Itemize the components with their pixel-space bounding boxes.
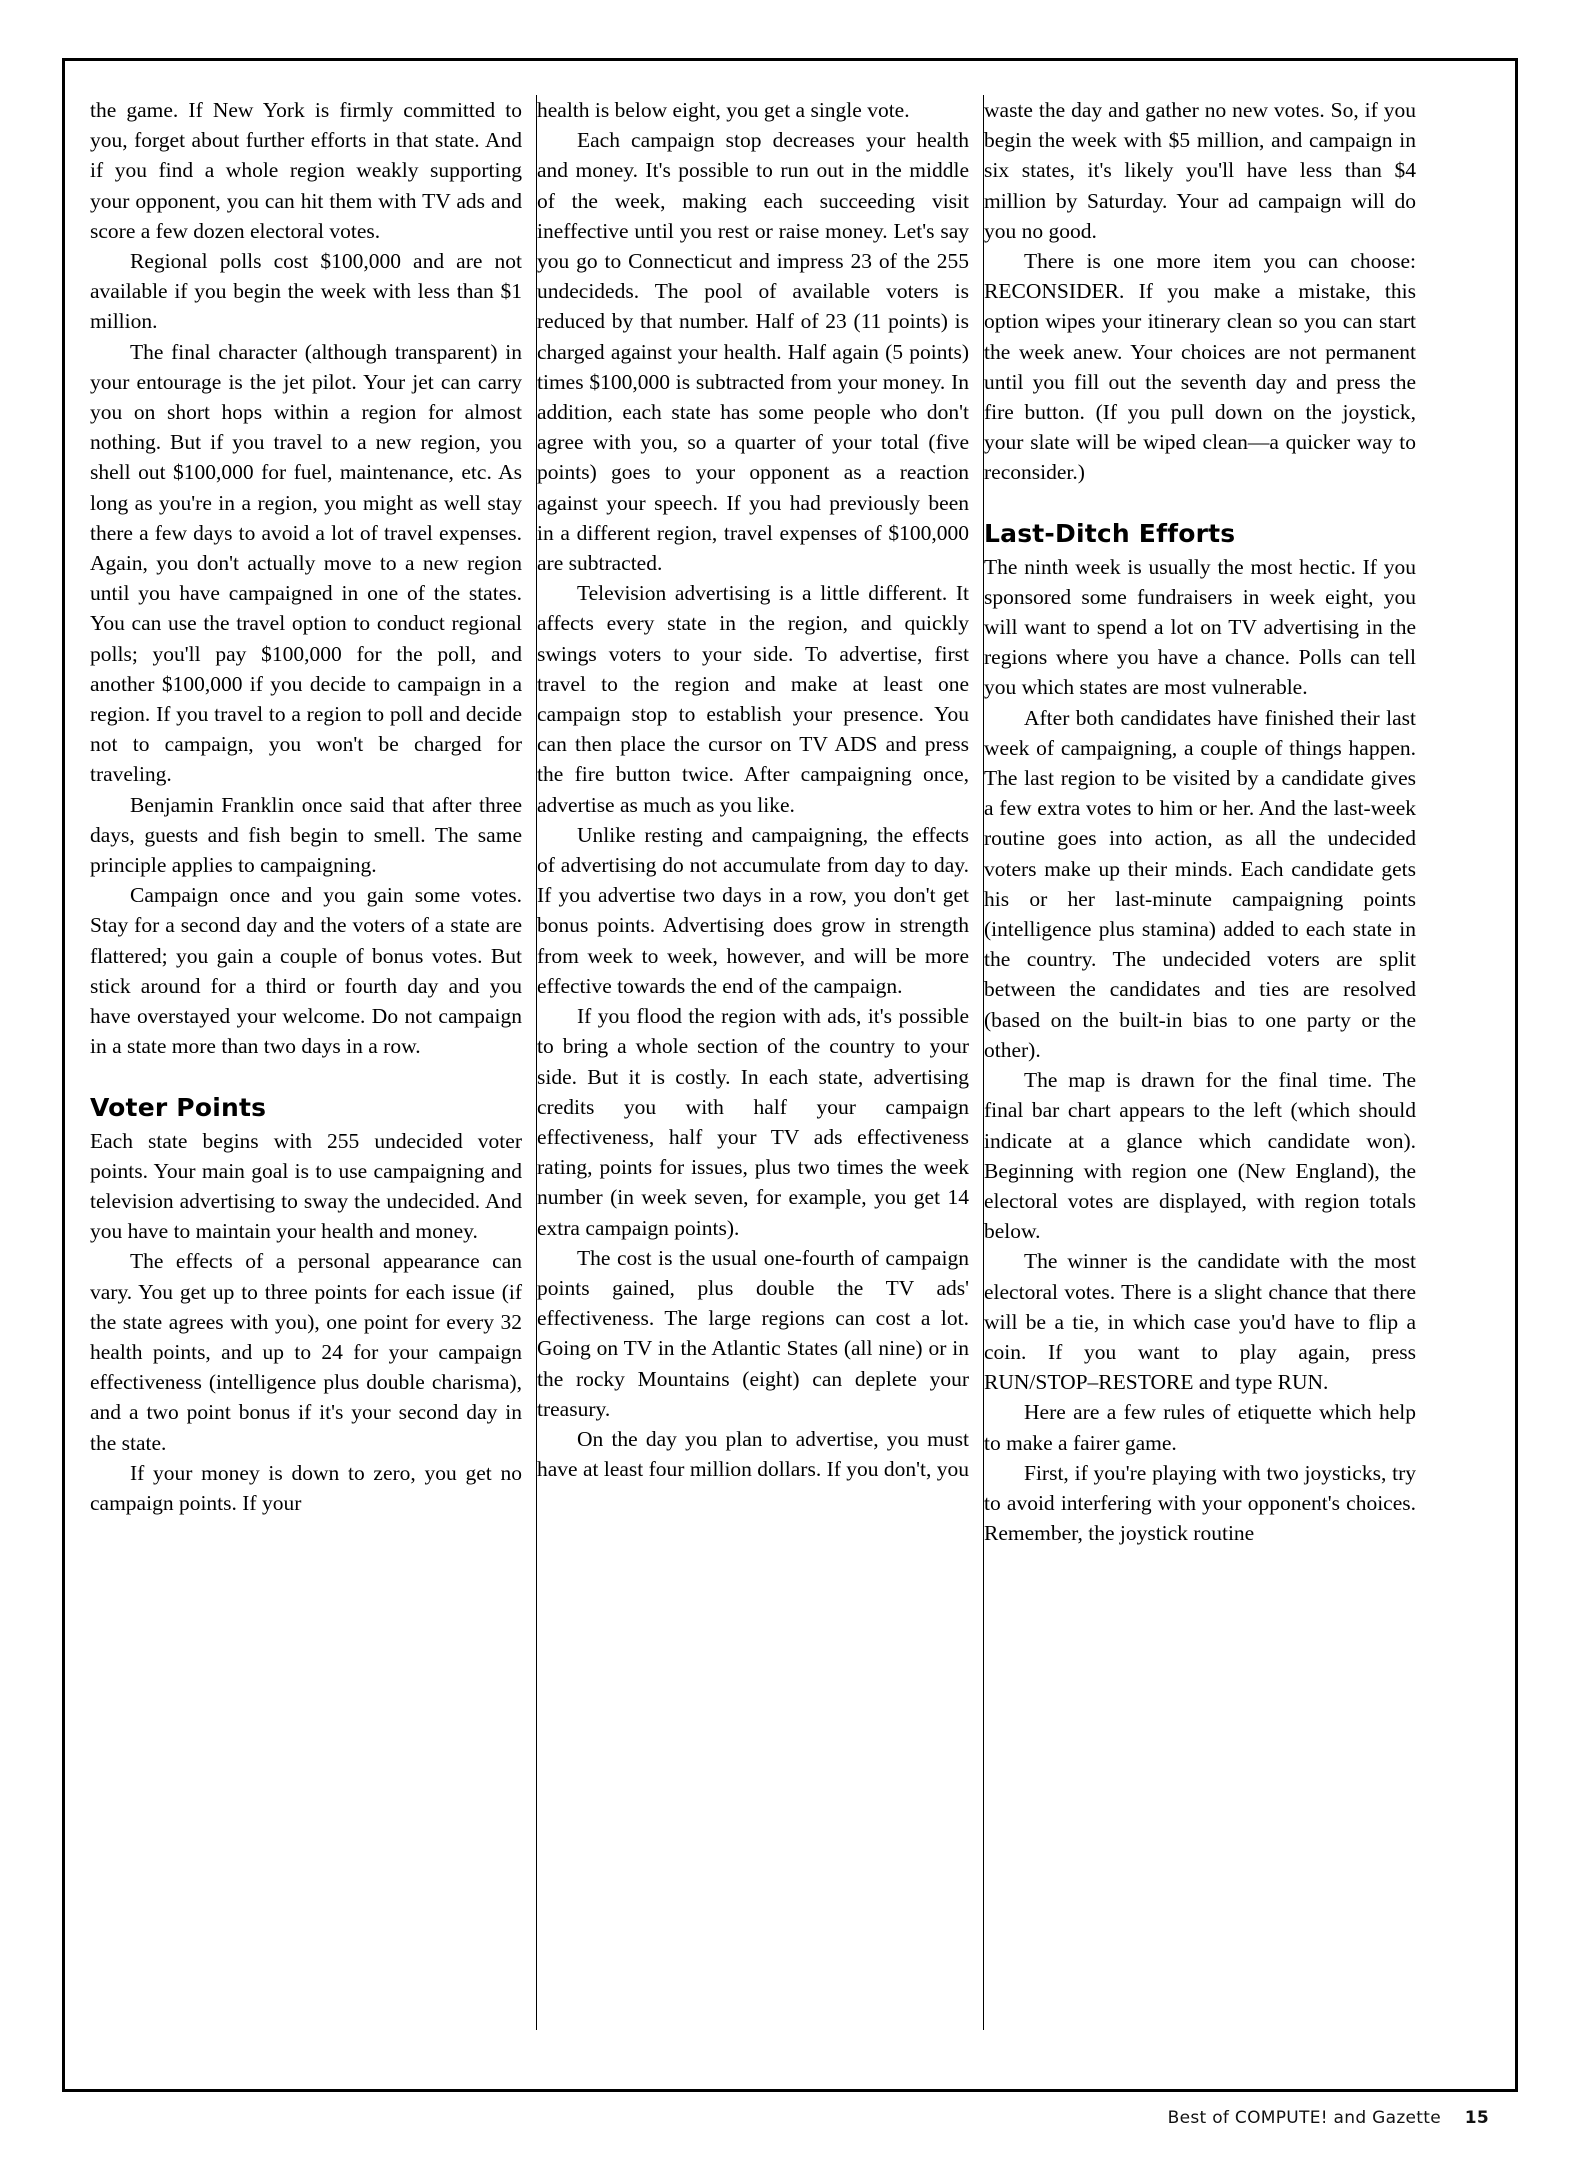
- body-paragraph: waste the day and gather no new votes. So, if you begin the week with $5 million, and campaign in six states, it's likely you'll have less than $4 million by Saturday. Your ad campaign will do you no good.: [984, 98, 1416, 243]
- body-paragraph: the game. If New York is firmly committed to you, forget about further efforts in that state. And if you find a whole region weakly supporting your opponent, you can hit them with TV ads and score a few dozen electoral votes.: [90, 98, 522, 243]
- text-column-2: [537, 95, 983, 2055]
- body-paragraph: If your money is down to zero, you get no campaign points. If your: [90, 1460, 522, 1515]
- page-border-top: [62, 58, 1518, 61]
- body-paragraph: Here are a few rules of etiquette which help to make a fairer game.: [984, 1400, 1416, 1455]
- footer-source: Best of COMPUTE! and Gazette: [1167, 2108, 1442, 2128]
- body-paragraph: Each state begins with 255 undecided voter points. Your main goal is to use campaigning and television advertising to sway the undecided. And you have to maintain your health and money.: [90, 1128, 522, 1244]
- body-paragraph: The map is drawn for the final time. The final bar chart appears to the left (which should indicate at a glance which candidate won). Beginning with region one (New England), the electoral votes are displayed, with region totals below.: [984, 1068, 1416, 1244]
- body-paragraph: There is one more item you can choose: RECONSIDER. If you make a mistake, this option wipes your itinerary clean so you can start the week anew. Your choices are not permanent until you fill out the seventh day and press the fire button. (If you pull down on the joystick, your slate will be wiped clean—a quicker way to reconsider.): [984, 249, 1416, 485]
- section-heading: Last-Ditch Efforts: [984, 518, 1236, 548]
- body-paragraph: The effects of a personal appearance can vary. You get up to three points for each issue (if the state agrees with you), one point for every 32 health points, and up to 24 for your campaign effectiveness (intelligence plus double charisma), and a two point bonus if it's your second day in the state.: [90, 1249, 522, 1455]
- page-number: 15: [1464, 2108, 1489, 2128]
- body-paragraph: First, if you're playing with two joysticks, try to avoid interfering with your opponent's choices. Remember, the joystick routine: [984, 1460, 1416, 1546]
- section-heading: Voter Points: [90, 1092, 267, 1122]
- body-paragraph: health is below eight, you get a single vote.: [537, 98, 910, 122]
- page-border-bottom: [62, 2089, 1518, 2092]
- body-paragraph: Television advertising is a little different. It affects every state in the region, and quickly swings voters to your side. To advertise, first travel to the region and make at least one campaign stop to establish your presence. You can then place the cursor on TV ADS and press the fire button twice. After campaigning once, advertise as much as you like.: [537, 581, 969, 817]
- article-columns: [90, 95, 1490, 2055]
- body-paragraph: After both candidates have finished their last week of campaigning, a couple of things happen. The last region to be visited by a candidate gives a few extra votes to him or her. And the last-week routine goes into action, as all the undecided voters make up their minds. Each candidate gets his or her last-minute campaigning points (intelligence plus stamina) added to each state in the country. The undecided voters are split between the candidates and ties are resolved (based on the built-in bias to one party or the other).: [984, 705, 1416, 1062]
- body-paragraph: The ninth week is usually the most hectic. If you sponsored some fundraisers in week eight, you will want to spend a lot on TV advertising in the regions where you have a chance. Polls can tell you which states are most vulnerable.: [984, 554, 1416, 700]
- body-paragraph: The cost is the usual one-fourth of campaign points gained, plus double the TV ads' effectiveness. The large regions can cost a lot. Going on TV in the Atlantic States (all nine) or in the rocky Mountains (eight) can deplete your treasury.: [537, 1245, 969, 1421]
- body-paragraph: Benjamin Franklin once said that after three days, guests and fish begin to smell. The same principle applies to campaigning.: [90, 792, 522, 878]
- body-paragraph: On the day you plan to advertise, you must have at least four million dollars. If you don't, you: [537, 1426, 969, 1482]
- body-paragraph: Regional polls cost $100,000 and are not available if you begin the week with less than $1 million.: [90, 249, 522, 334]
- body-paragraph: The final character (although transparent) in your entourage is the jet pilot. Your jet can carry you on short hops within a region for almost nothing. But if you travel to a new region, you shell out $100,000 for fuel, maintenance, etc. As long as you're in a region, you might as well stay there a few days to avoid a lot of travel expenses. Again, you don't actually move to a new region until you have campaigned in one of the states. You can use the travel option to conduct regional polls; you'll pay $100,000 for the poll, and another $100,000 if you decide to campaign in a region. If you travel to a region to poll and decide not to campaign, you won't be charged for traveling.: [90, 339, 522, 787]
- text-column-3: [984, 95, 1430, 2055]
- body-paragraph: If you flood the region with ads, it's possible to bring a whole section of the country to your side. But it is costly. In each state, advertising credits you with half your campaign effectiveness, half your TV ads effectiveness rating, points for issues, plus two times the week number (in week seven, for example, you get 14 extra campaign points).: [537, 1004, 969, 1240]
- text-column-1: [90, 95, 536, 2055]
- page-footer: [0, 2108, 1579, 2128]
- body-paragraph: Unlike resting and campaigning, the effects of advertising do not accumulate from day to day. If you advertise two days in a row, you don't get bonus points. Advertising does grow in strength from week to week, however, and will be more effective towards the end of the campaign.: [537, 822, 969, 998]
- body-paragraph: Campaign once and you gain some votes. Stay for a second day and the voters of a state are flattered; you gain a couple of bonus votes. But stick around for a third or fourth day and you have overstayed your welcome. Do not campaign in a state more than two days in a row.: [90, 883, 522, 1059]
- page-border-right: [1515, 58, 1518, 2092]
- page-border-left: [62, 58, 65, 2092]
- body-paragraph: The winner is the candidate with the most electoral votes. There is a slight chance that there will be a tie, in which case you'd have to flip a coin. If you want to play again, press RUN/STOP–RESTORE and type RUN.: [984, 1249, 1416, 1395]
- body-paragraph: Each campaign stop decreases your health and money. It's possible to run out in the middle of the week, making each succeeding visit ineffective until you rest or raise money. Let's say you go to Connecticut and impress 23 of the 255 undecideds. The pool of available voters is reduced by that number. Half of 23 (11 points) is charged against your health. Half again (5 points) times $100,000 is subtracted from your money. In addition, each state has some people who don't agree with you, so a quarter of your total (five points) goes to your opponent as a reaction against your speech. If you had previously been in a different region, travel expenses of $100,000 are subtracted.: [537, 128, 969, 576]
